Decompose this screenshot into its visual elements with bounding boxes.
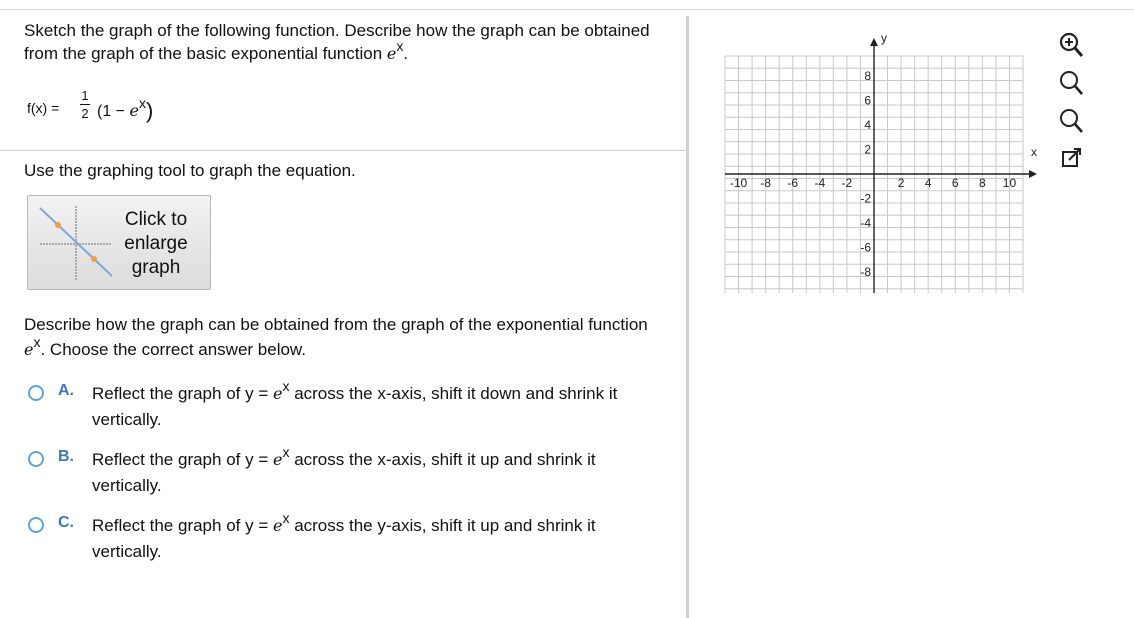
option-exp: x — [282, 378, 290, 394]
zoom-fit-icon[interactable] — [1056, 106, 1086, 136]
y-tick-label: 2 — [864, 142, 871, 157]
x-tick-label: -6 — [787, 176, 799, 190]
y-axis-label: y — [881, 31, 887, 45]
function-exp: x — [138, 95, 146, 111]
question-intro: Sketch the graph of the following function. Describe how the graph can be obtained from the graph of the basic exponential function — [24, 21, 650, 63]
function-e: e — [129, 101, 139, 120]
y-tick-label: 8 — [864, 69, 871, 83]
enlarge-line1: Click to — [124, 209, 188, 230]
option-text — [92, 444, 652, 498]
answer-options — [28, 378, 678, 579]
function-formula — [27, 88, 327, 132]
option-post: across the x-axis, shift it up and shrink it vertically. — [92, 450, 596, 495]
enlarge-line3: graph — [131, 257, 181, 278]
describe-text2: . Choose the correct answer below. — [40, 340, 306, 359]
enlarge-line2: enlarge — [124, 233, 188, 254]
y-axis-arrow — [870, 38, 878, 46]
function-open: (1 − — [97, 103, 126, 120]
option-text — [92, 510, 652, 564]
describe-exp: x — [33, 334, 41, 350]
x-axis-label: x — [1031, 145, 1037, 159]
grid-svg[interactable] — [700, 28, 1040, 293]
fraction-denominator: 2 — [81, 106, 89, 121]
option-pre: Reflect the graph of y = — [92, 384, 269, 403]
option-text — [92, 378, 652, 432]
y-tick-label: 4 — [864, 118, 871, 132]
x-tick-label: 2 — [897, 176, 905, 190]
fraction — [79, 88, 91, 121]
describe-prompt — [24, 312, 664, 363]
exp-power: x — [396, 38, 404, 54]
option-e: e — [272, 384, 283, 403]
function-body — [97, 96, 153, 122]
function-close: ) — [145, 98, 154, 123]
option-a[interactable] — [28, 378, 678, 447]
option-c[interactable] — [28, 510, 678, 579]
y-tick-label: 6 — [864, 93, 871, 108]
option-b[interactable] — [28, 444, 678, 513]
option-post: across the y-axis, shift it up and shrink it vertically. — [92, 516, 596, 561]
x-tick-label: -2 — [841, 176, 853, 190]
radio-button[interactable] — [28, 451, 44, 467]
fraction-numerator: 1 — [81, 88, 89, 103]
x-tick-label: 4 — [924, 176, 932, 190]
zoom-out-icon[interactable] — [1056, 68, 1086, 98]
x-tick-label: -8 — [760, 176, 771, 190]
enlarge-graph-button[interactable] — [27, 195, 211, 290]
x-tick-label: -10 — [729, 176, 748, 190]
option-letter: B. — [58, 448, 74, 465]
y-tick-label: -4 — [860, 216, 871, 230]
option-pre: Reflect the graph of y = — [92, 516, 269, 535]
graph-instruction: Use the graphing tool to graph the equation. — [24, 161, 356, 180]
fraction-bar — [80, 104, 90, 105]
panel-divider[interactable] — [686, 16, 689, 618]
describe-e: e — [24, 340, 34, 359]
popout-icon[interactable] — [1056, 143, 1086, 173]
option-exp: x — [282, 510, 290, 526]
zoom-in-icon[interactable] — [1056, 30, 1086, 60]
coordinate-grid[interactable] — [700, 28, 1040, 298]
option-letter: C. — [58, 514, 74, 531]
graph-thumbnail-icon — [36, 202, 116, 282]
section-divider — [0, 150, 686, 151]
radio-button[interactable] — [28, 385, 44, 401]
exp-base: e — [386, 44, 397, 63]
function-label: f(x) = — [27, 100, 60, 116]
y-tick-label: -8 — [860, 265, 871, 279]
radio-button[interactable] — [28, 517, 44, 533]
x-tick-label: -4 — [814, 176, 826, 190]
option-post: across the x-axis, shift it down and shrink it vertically. — [92, 384, 618, 429]
describe-text1: Describe how the graph can be obtained from the graph of the exponential function — [24, 315, 648, 334]
question-intro-end: . — [403, 44, 409, 63]
x-tick-label: 6 — [951, 176, 959, 190]
option-e: e — [272, 516, 283, 535]
x-tick-label: 8 — [979, 176, 986, 190]
x-axis-arrow — [1029, 170, 1037, 178]
option-letter: A. — [58, 382, 74, 399]
option-e: e — [272, 450, 283, 469]
y-tick-label: -6 — [860, 240, 871, 255]
x-tick-label: 10 — [1002, 176, 1017, 190]
enlarge-label — [116, 208, 196, 280]
option-exp: x — [282, 444, 290, 460]
question-text — [24, 19, 684, 66]
y-tick-label: -2 — [860, 191, 871, 206]
option-pre: Reflect the graph of y = — [92, 450, 269, 469]
